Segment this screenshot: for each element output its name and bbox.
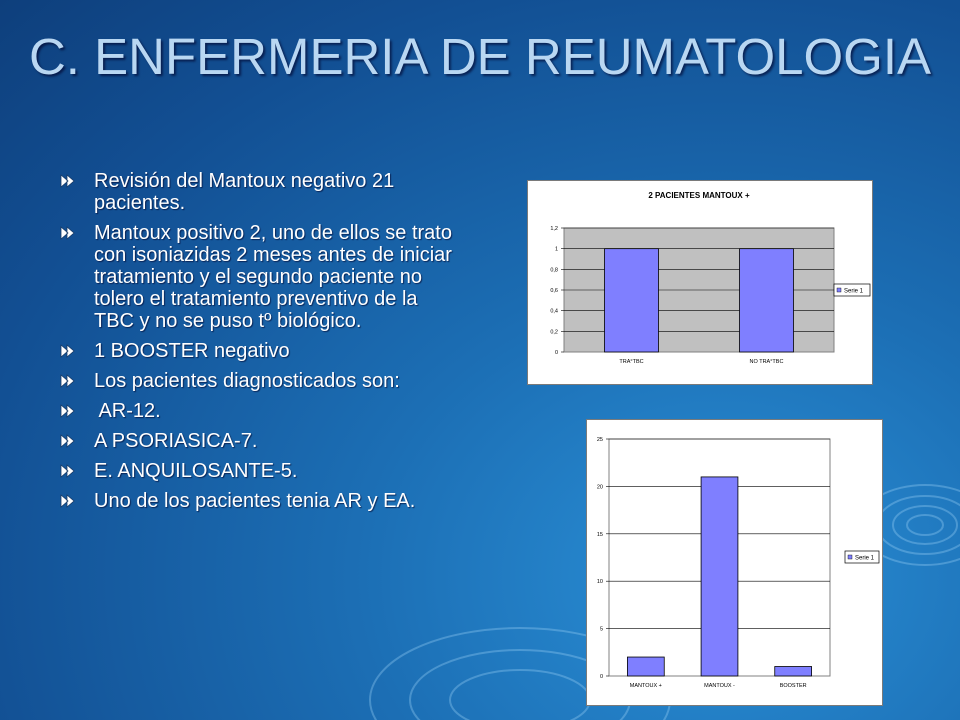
- chevron-right-icon: [60, 226, 76, 240]
- bar: [740, 249, 794, 352]
- chevron-right-icon: [60, 494, 76, 508]
- bullet-item: [56, 430, 456, 452]
- bullet-item: [56, 490, 456, 512]
- bullet-item: [56, 222, 456, 332]
- bullet-item: [56, 400, 456, 422]
- x-tick-label: TRA°TBC: [619, 359, 644, 365]
- legend: [845, 551, 879, 563]
- y-tick-label: 20: [596, 484, 603, 491]
- chart-title: 2 PACIENTES MANTOUX +: [648, 191, 750, 200]
- legend-swatch: [848, 555, 852, 559]
- mantoux-summary-chart: [586, 419, 883, 706]
- chevron-right-icon: [60, 404, 76, 418]
- mantoux-positive-chart: [527, 180, 873, 385]
- bullet-text: Uno de los pacientes tenia AR y EA.: [94, 490, 416, 512]
- bar: [627, 657, 664, 676]
- bullet-item: [56, 370, 456, 392]
- bar: [775, 667, 812, 676]
- x-tick-label: BOOSTER: [779, 683, 807, 689]
- y-tick-label: 0: [599, 674, 603, 680]
- y-tick-label: 0,8: [550, 267, 558, 274]
- bar: [605, 249, 659, 352]
- chart-2-svg: [587, 420, 882, 705]
- legend: [834, 284, 870, 296]
- bullet-text: A PSORIASICA-7.: [94, 430, 258, 452]
- y-tick-label: 0,6: [550, 288, 558, 294]
- legend-label: Serie 1: [855, 555, 875, 562]
- y-tick-label: 0,2: [550, 329, 558, 336]
- y-tick-label: 1: [554, 246, 558, 253]
- legend-swatch: [837, 288, 841, 292]
- chevron-right-icon: [60, 464, 76, 478]
- chevron-right-icon: [60, 344, 76, 358]
- bullet-list: [56, 170, 456, 520]
- y-tick-label: 10: [596, 579, 603, 586]
- bullet-text: 1 BOOSTER negativo: [94, 340, 290, 362]
- bullet-item: [56, 340, 456, 362]
- chart-1-svg: [528, 181, 872, 384]
- y-tick-label: 1,2: [550, 226, 558, 232]
- bullet-item: [56, 170, 456, 214]
- slide-title: C. ENFERMERIA DE REUMATOLOGIA: [28, 28, 932, 85]
- bullet-text: Los pacientes diagnosticados son:: [94, 370, 400, 392]
- x-tick-label: NO TRA°TBC: [749, 359, 784, 365]
- bullet-text: Revisión del Mantoux negativo 21 pacientes.: [94, 170, 395, 214]
- x-tick-label: MANTOUX +: [629, 683, 662, 689]
- bar: [701, 477, 738, 676]
- y-tick-label: 0,4: [550, 308, 558, 315]
- y-tick-label: 5: [599, 626, 603, 633]
- bullet-item: [56, 460, 456, 482]
- bullet-text: Mantoux positivo 2, uno de ellos se trato con isoniazidas 2 meses antes de iniciar tratamiento y el segundo paciente no tolero el tratamiento preventivo de la TBC y no se puso tº biológico.: [94, 222, 452, 332]
- y-tick-label: 25: [596, 437, 603, 443]
- chevron-right-icon: [60, 434, 76, 448]
- y-tick-label: 0: [554, 350, 558, 356]
- legend-label: Serie 1: [844, 288, 864, 295]
- y-tick-label: 15: [596, 531, 603, 538]
- bullet-text: AR-12.: [94, 400, 161, 422]
- chevron-right-icon: [60, 174, 76, 188]
- x-tick-label: MANTOUX -: [704, 683, 735, 689]
- chevron-right-icon: [60, 374, 76, 388]
- bullet-text: E. ANQUILOSANTE-5.: [94, 460, 298, 482]
